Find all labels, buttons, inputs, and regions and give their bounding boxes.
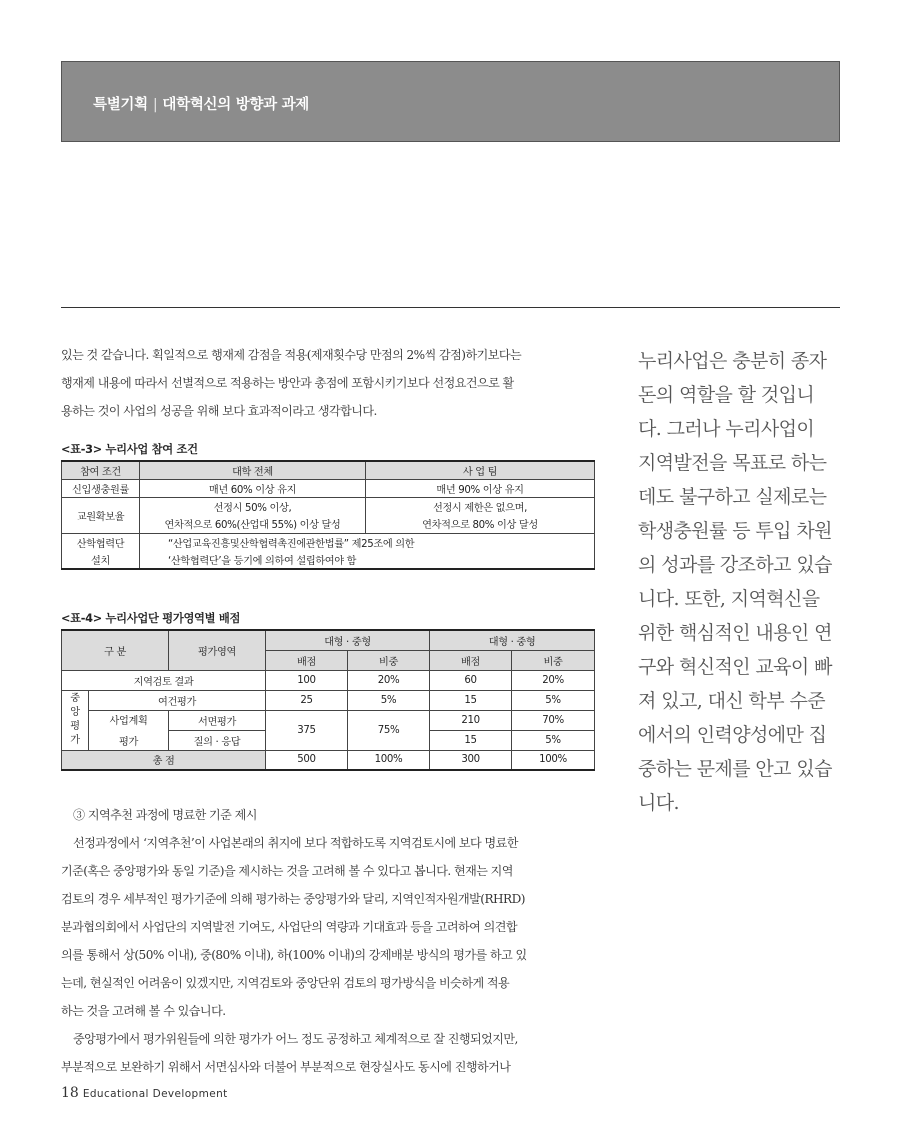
- journal-name: Educational Development: [82, 1088, 228, 1100]
- label-line: 사업계획: [109, 716, 148, 727]
- header-gubun: 구 분: [62, 630, 169, 670]
- row-label: 서면평가: [169, 710, 266, 730]
- quote-line: 학생충원률 등 투입 차원: [638, 520, 832, 542]
- central-eval-label: [62, 690, 89, 750]
- table-cell: 100: [266, 670, 348, 690]
- table-cell: 300: [430, 750, 512, 770]
- table-cell: 100%: [348, 750, 430, 770]
- row-label: 산학협력단: [62, 533, 140, 551]
- label-line: 평가: [119, 737, 138, 748]
- plan-eval-label: [89, 710, 169, 750]
- header-area: 평가영역: [169, 630, 266, 670]
- table3-caption: <표-3> 누리사업 참여 조건: [61, 443, 198, 456]
- quote-line: 의 성과를 강조하고 있습: [638, 554, 832, 576]
- row-label: 질의 · 응답: [169, 730, 266, 750]
- table-cell: 5%: [348, 690, 430, 710]
- table-cell: “산업교육진흥및산학협력촉진에관한법률” 제25조에 의한: [140, 533, 595, 551]
- table-cell: 매년 90% 이상 유지: [366, 479, 595, 497]
- table-cell: 선정시 제한은 없으며,: [366, 497, 595, 515]
- quote-line: 중하는 문제를 안고 있습: [638, 758, 832, 780]
- quote-line: 다. 그러나 누리사업이: [638, 418, 815, 440]
- evaluation-table: [61, 629, 595, 771]
- text-line: 용하는 것이 사업의 성공을 위해 보다 효과적이라고 생각합니다.: [61, 404, 377, 418]
- quote-line: 데도 불구하고 실제로는: [638, 486, 827, 508]
- header-score: 배점: [266, 650, 348, 670]
- table4-caption: <표-4> 누리사업단 평가영역별 배점: [61, 612, 241, 625]
- text-line: 검토의 경우 세부적인 평가기준에 의해 평가하는 중앙평가와 달리, 지역인적자원개발(RHRD): [61, 892, 525, 906]
- row-label: 교원확보율: [62, 497, 140, 533]
- table-header: 사 업 팀: [366, 461, 595, 479]
- vertical-char: 앙: [70, 707, 80, 718]
- text-line: 행재제 내용에 따라서 선별적으로 적용하는 방안과 총점에 포함시키기보다 선정요건으로 활: [61, 376, 514, 390]
- row-label: 신입생충원률: [62, 479, 140, 497]
- section-heading: ③ 지역추천 과정에 명료한 기준 제시: [73, 808, 257, 822]
- quote-line: 에서의 인력양성에만 집: [638, 724, 827, 746]
- quote-line: 위한 핵심적인 내용인 연: [638, 622, 832, 644]
- table-cell: 375: [266, 710, 348, 750]
- table-cell: ‘산학협력단’을 등기에 의하여 설립하여야 함: [140, 551, 595, 569]
- vertical-char: 평: [70, 721, 80, 732]
- table-cell: 연차적으로 60%(산업대 55%) 이상 달성: [140, 515, 366, 533]
- header-weight: 비중: [512, 650, 595, 670]
- text-line: 중앙평가에서 평가위원들에 의한 평가가 어느 정도 공정하고 체계적으로 잘 진행되었지만,: [73, 1032, 518, 1046]
- table-header: 참여 조건: [62, 461, 140, 479]
- text-line: 하는 것을 고려해 볼 수 있습니다.: [61, 1004, 226, 1018]
- table-header: 대학 전체: [140, 461, 366, 479]
- row-label: 설치: [62, 551, 140, 569]
- header-score: 배점: [430, 650, 512, 670]
- table-cell: 5%: [512, 690, 595, 710]
- table-cell: 500: [266, 750, 348, 770]
- vertical-char: 가: [70, 735, 80, 746]
- quote-line: 지역발전을 목표로 하는: [638, 452, 827, 474]
- page-number: 18: [61, 1085, 79, 1101]
- table-cell: 20%: [348, 670, 430, 690]
- table-cell: 100%: [512, 750, 595, 770]
- header-weight: 비중: [348, 650, 430, 670]
- participation-table: [61, 460, 595, 570]
- total-label: 총 점: [62, 750, 266, 770]
- table-cell: 60: [430, 670, 512, 690]
- text-line: 의를 통해서 상(50% 이내), 중(80% 이내), 하(100% 이내)의 강제배분 방식의 평가를 하고 있: [61, 948, 527, 962]
- text-line: 기준(혹은 중앙평가와 동일 기준)을 제시하는 것을 고려해 볼 수 있다고 봅니다. 현재는 지역: [61, 864, 513, 878]
- table-cell: 15: [430, 690, 512, 710]
- text-line: 있는 것 같습니다. 획일적으로 행재제 감점을 적용(제재횟수당 만점의 2%씩 감점)하기보다는: [61, 348, 522, 362]
- table-cell: 75%: [348, 710, 430, 750]
- table-cell: 매년 60% 이상 유지: [140, 479, 366, 497]
- row-label: 지역검토 결과: [62, 670, 266, 690]
- text-line: 선정과정에서 ‘지역추천’이 사업본래의 취지에 보다 적합하도록 지역검토시에 보다 명료한: [73, 836, 518, 850]
- page-footer: [61, 1085, 228, 1101]
- text-line: 분과협의회에서 사업단의 지역발전 기여도, 사업단의 역량과 기대효과 등을 고려하여 의견합: [61, 920, 517, 934]
- table-cell: 20%: [512, 670, 595, 690]
- quote-line: 구와 혁신적인 교육이 빠: [638, 656, 832, 678]
- section-header: [61, 61, 840, 142]
- quote-line: 돈의 역할을 할 것입니: [638, 384, 815, 406]
- intro-paragraph: [61, 341, 594, 425]
- table-cell: 연차적으로 80% 이상 달성: [366, 515, 595, 533]
- table-cell: 70%: [512, 710, 595, 730]
- quote-line: 져 있고, 대신 학부 수준: [638, 690, 825, 712]
- table-cell: 210: [430, 710, 512, 730]
- quote-line: 누리사업은 충분히 종자: [638, 350, 827, 372]
- header-group: 대형 · 중형: [266, 630, 430, 650]
- row-label: 여건평가: [89, 690, 266, 710]
- table-cell: 선정시 50% 이상,: [140, 497, 366, 515]
- header-title: [93, 93, 309, 114]
- text-line: 는데, 현실적인 어려움이 있겠지만, 지역검토와 중앙단위 검토의 평가방식을 비슷하게 적용: [61, 976, 510, 990]
- header-group: 대형 · 중형: [430, 630, 595, 650]
- table-cell: 5%: [512, 730, 595, 750]
- quote-line: 니다. 또한, 지역혁신을: [638, 588, 820, 610]
- article-title: 대학혁신의 방향과 과제: [162, 97, 309, 113]
- section3: [61, 801, 594, 1081]
- header-separator: |: [152, 97, 158, 113]
- pull-quote: [638, 344, 843, 820]
- table-cell: 25: [266, 690, 348, 710]
- section-label: 특별기획: [93, 97, 148, 113]
- quote-line: 니다.: [638, 792, 679, 814]
- horizontal-rule: [61, 307, 840, 308]
- table-cell: 15: [430, 730, 512, 750]
- text-line: 부분적으로 보완하기 위해서 서면심사와 더불어 부분적으로 현장실사도 동시에 진행하거나: [61, 1060, 511, 1074]
- vertical-char: 중: [70, 693, 80, 704]
